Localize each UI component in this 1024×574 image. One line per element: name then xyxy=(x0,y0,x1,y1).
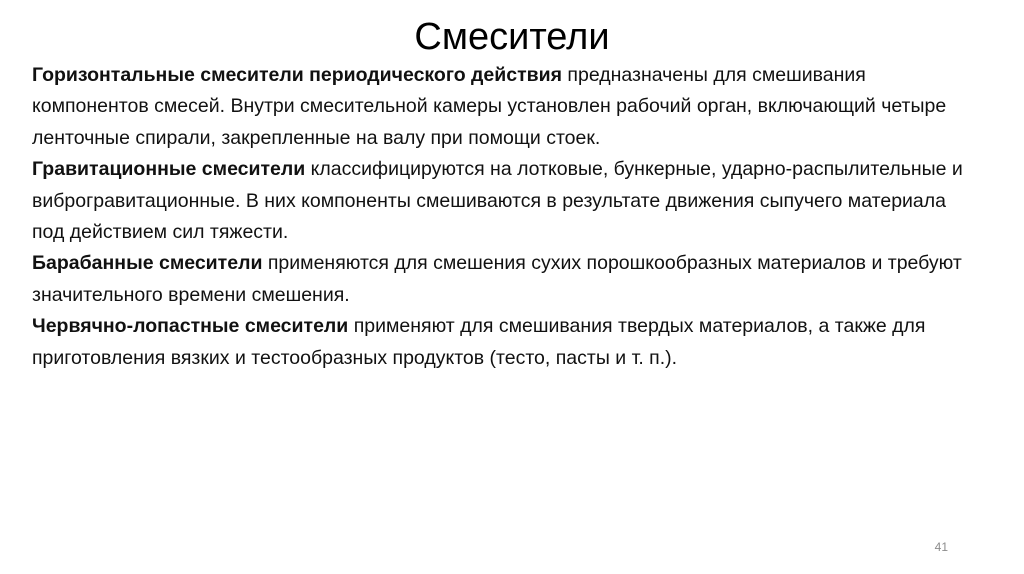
text-drum-mixers: применяются для смешения сухих порошкообразных материалов и требуют значительного времени смешения. xyxy=(32,252,962,306)
paragraph-screw-paddle-mixers xyxy=(32,311,982,374)
paragraph-gravity-mixers xyxy=(32,154,982,248)
slide-body xyxy=(32,60,982,374)
text-horizontal-mixers: предназначены для смешивания компонентов смесей. Внутри смесительной камеры установлен рабочий орган, включающий четыре ленточные спирали, закрепленные на валу при помощи стоек. xyxy=(32,64,947,149)
text-screw-paddle-mixers: применяют для смешивания твердых материалов, а также для приготовления вязких и тестообразных продуктов (тесто, пасты и т. п.). xyxy=(32,315,926,369)
paragraph-horizontal-mixers xyxy=(32,60,982,154)
slide-number: 41 xyxy=(934,540,948,554)
slide-title: Смесители xyxy=(414,16,610,58)
term-horizontal-mixers: Горизонтальные смесители периодического действия xyxy=(32,64,562,86)
text-gravity-mixers: классифицируются на лотковые, бункерные, ударно-распылительные и виброгравитационные. В них компоненты смешиваются в результате движения сыпучего материала под действием сил тяжести. xyxy=(32,158,963,244)
paragraph-drum-mixers xyxy=(32,248,982,311)
term-gravity-mixers: Гравитационные смесители xyxy=(32,158,306,181)
term-screw-paddle-mixers: Червячно-лопастные смесители xyxy=(32,315,349,338)
term-drum-mixers: Барабанные смесители xyxy=(32,252,263,275)
